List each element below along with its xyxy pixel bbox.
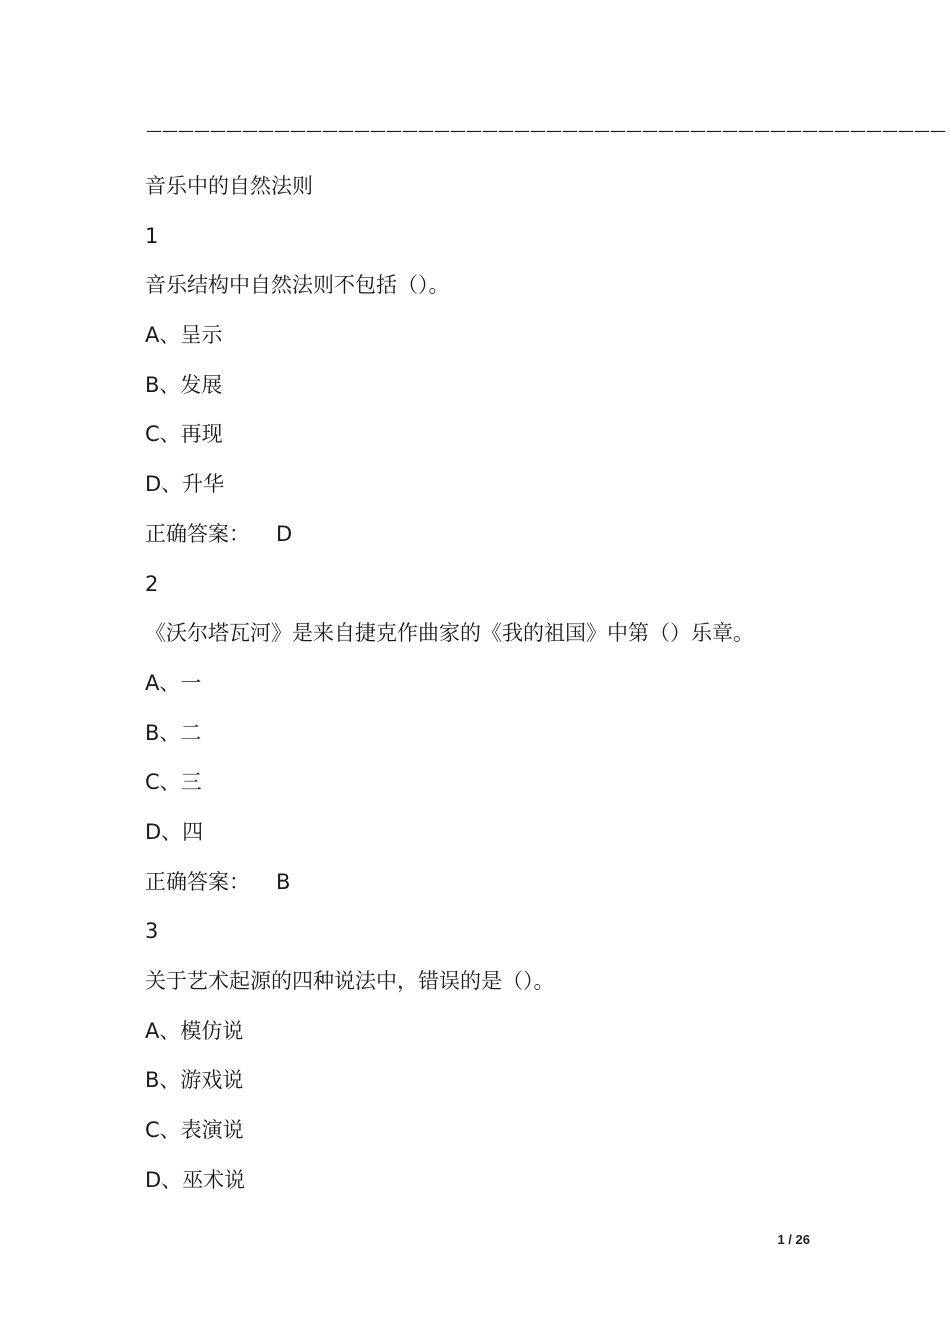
option-b: B、发展 xyxy=(145,372,223,397)
option-d: D、巫术说 xyxy=(145,1167,246,1192)
correct-answer-label: 正确答案： xyxy=(145,521,250,546)
option-c: C、表演说 xyxy=(145,1118,244,1143)
option-b: B、二 xyxy=(145,720,202,745)
question-number: 2 xyxy=(145,571,159,596)
header-rule: —————————————————————————————————————————————————— xyxy=(146,121,946,140)
section-title: 音乐中的自然法则 xyxy=(145,174,313,198)
question-text: 音乐结构中自然法则不包括（）。 xyxy=(145,273,450,298)
option-b: B、游戏说 xyxy=(145,1068,244,1093)
option-d: D、四 xyxy=(145,819,204,844)
option-a: A、模仿说 xyxy=(145,1018,244,1043)
correct-answer xyxy=(145,864,825,914)
option-a: A、一 xyxy=(145,670,202,695)
question-text: 关于艺术起源的四种说法中，错误的是（）。 xyxy=(145,969,555,993)
option-c: C、再现 xyxy=(145,422,223,447)
correct-answer-value: D xyxy=(276,521,293,546)
document-body xyxy=(145,168,825,1211)
question-number: 1 xyxy=(145,223,159,248)
option-c: C、三 xyxy=(145,770,202,795)
page-indicator: 1 / 26 xyxy=(777,1232,810,1247)
correct-answer-value: B xyxy=(276,869,291,894)
question-number: 3 xyxy=(145,919,159,944)
option-a: A、呈示 xyxy=(145,323,223,348)
correct-answer-label: 正确答案： xyxy=(145,869,250,894)
option-d: D、升华 xyxy=(145,472,225,497)
correct-answer xyxy=(145,516,825,566)
question-text: 《沃尔塔瓦河》是来自捷克作曲家的《我的祖国》中第（）乐章。 xyxy=(145,621,754,646)
